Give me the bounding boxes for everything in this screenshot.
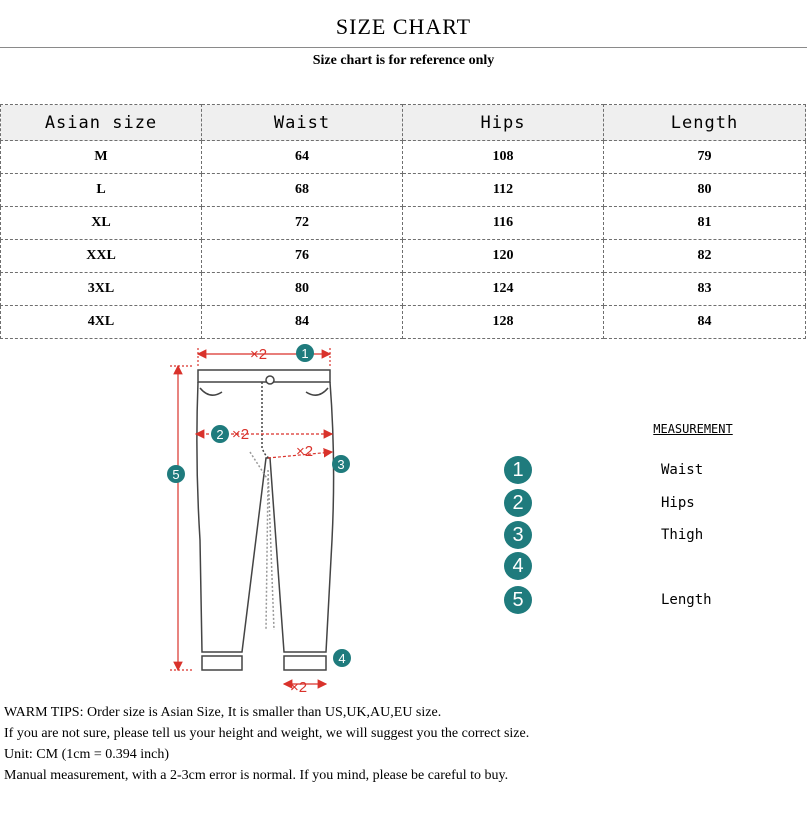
column-header-waist: Waist [202,105,403,141]
cell-length: 80 [604,174,806,207]
cell-waist: 76 [202,240,403,273]
cell-waist: 80 [202,273,403,306]
cell-length: 84 [604,306,806,339]
number-5-icon: 5 [504,586,532,614]
marker-1-icon: 1 [301,346,309,361]
cell-length: 82 [604,240,806,273]
legend-label: Length [661,592,712,608]
cell-size: 3XL [1,273,202,306]
legend-item [504,521,764,549]
table-row [1,174,806,207]
size-table [0,104,806,339]
measurement-legend-heading: MEASUREMENT [653,422,733,436]
number-3-icon: 3 [504,521,532,549]
page-subtitle: Size chart is for reference only [312,53,495,68]
cell-size: L [1,174,202,207]
warm-tips [4,702,804,786]
times-two-label-thigh: ×2 [296,443,314,460]
cell-hips: 112 [403,174,604,207]
cell-hips: 128 [403,306,604,339]
tip-line: WARM TIPS: Order size is Asian Size, It is smaller than US,UK,AU,EU size. [4,705,442,720]
legend-item [504,586,764,614]
times-two-label-hem: ×2 [290,679,308,696]
cell-size: M [1,141,202,174]
cell-waist: 64 [202,141,403,174]
legend-label: Waist [661,462,704,478]
page-title: SIZE CHART [335,14,472,39]
column-header-hips: Hips [403,105,604,141]
legend-item [504,456,764,484]
times-two-label-waist: ×2 [250,346,268,363]
cell-hips: 116 [403,207,604,240]
pants-measurement-diagram [150,340,370,696]
tip-line: If you are not sure, please tell us your height and weight, we will suggest you the correct size. [4,726,530,741]
marker-3-icon: 3 [337,457,345,472]
cell-waist: 72 [202,207,403,240]
legend-label: Hips [661,495,695,511]
times-two-label-hips: ×2 [232,426,250,443]
cell-size: XL [1,207,202,240]
table-row [1,273,806,306]
number-1-icon: 1 [504,456,532,484]
cell-length: 79 [604,141,806,174]
marker-5-icon: 5 [172,467,180,482]
number-4-icon: 4 [504,552,532,580]
cell-size: 4XL [1,306,202,339]
table-header-row [1,105,806,141]
title-divider [0,47,807,48]
column-header-length: Length [604,105,806,141]
legend-item [504,489,764,517]
legend-item [504,552,764,580]
cell-hips: 120 [403,240,604,273]
table-row [1,306,806,339]
marker-2-icon: 2 [216,427,224,442]
cell-waist: 84 [202,306,403,339]
cell-size: XXL [1,240,202,273]
pants-outline [197,370,334,670]
marker-4-icon: 4 [338,651,346,666]
table-row [1,141,806,174]
cell-length: 83 [604,273,806,306]
cell-hips: 108 [403,141,604,174]
tip-line: Manual measurement, with a 2-3cm error is normal. If you mind, please be careful to buy. [4,768,509,783]
cell-length: 81 [604,207,806,240]
measurement-arrows [170,348,332,684]
number-2-icon: 2 [504,489,532,517]
table-row [1,240,806,273]
column-header-size: Asian size [1,105,202,141]
cell-hips: 124 [403,273,604,306]
button-icon [266,376,274,384]
legend-label: Thigh [661,527,704,543]
table-row [1,207,806,240]
cell-waist: 68 [202,174,403,207]
tip-line: Unit: CM (1cm = 0.394 inch) [4,747,169,762]
